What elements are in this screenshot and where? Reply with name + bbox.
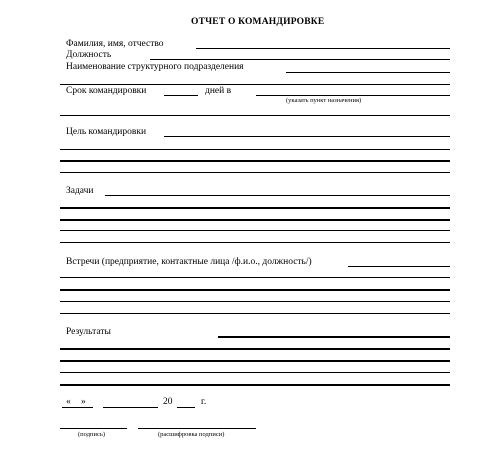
purpose-line-3: [60, 160, 450, 162]
tasks-label: Задачи: [66, 186, 94, 196]
signature-decode-hint: (расшифровка подписи): [158, 431, 225, 438]
position-line: [150, 59, 450, 60]
tasks-line-1: [105, 195, 450, 196]
date-quote-close: »: [81, 397, 86, 407]
date-month-line: [103, 407, 158, 408]
fio-line: [196, 48, 450, 49]
unit-label: Наименование структурного подразделения: [66, 62, 244, 72]
unit-line: [286, 72, 450, 73]
signature-decode-line: [138, 428, 256, 429]
tasks-line-2: [60, 207, 450, 209]
destination-hint: (указать пункт назначения): [286, 97, 362, 104]
date-day-line: [62, 407, 93, 408]
results-line-4: [60, 372, 450, 373]
date-quote-open: «: [66, 397, 71, 407]
date-year-line: [177, 407, 195, 408]
tasks-line-5: [60, 242, 450, 243]
meetings-line-1: [348, 266, 450, 267]
fio-label: Фамилия, имя, отчество: [66, 39, 164, 49]
tasks-line-3: [60, 219, 450, 221]
term-label: Срок командировки: [66, 86, 147, 96]
signature-line: [60, 428, 127, 429]
days-label: дней в: [205, 86, 232, 96]
date-year-suffix: г.: [201, 397, 207, 407]
signature-hint: (подпись): [78, 431, 105, 438]
purpose-label: Цель командировки: [66, 127, 147, 137]
results-line-2: [60, 348, 450, 350]
document-title: ОТЧЕТ О КОМАНДИРОВКЕ: [191, 17, 325, 27]
date-year-prefix: 20: [163, 397, 173, 407]
meetings-line-5: [60, 313, 450, 314]
position-label: Должность: [66, 50, 112, 60]
results-line-5: [60, 384, 450, 386]
tasks-line-4: [60, 230, 450, 231]
results-line-1: [218, 336, 450, 338]
meetings-label: Встречи (предприятие, контактные лица /ф.и.о., должность/): [66, 257, 312, 267]
purpose-line-1: [164, 136, 450, 137]
purpose-line-2: [60, 149, 450, 150]
term-line-2: [60, 115, 450, 116]
days-count-line: [164, 95, 198, 96]
destination-line: [256, 95, 450, 96]
unit-line-2: [60, 84, 450, 85]
meetings-line-4: [60, 301, 450, 302]
results-label: Результаты: [66, 327, 111, 337]
results-line-3: [60, 360, 450, 362]
purpose-line-4: [60, 172, 450, 173]
meetings-line-3: [60, 289, 450, 291]
meetings-line-2: [60, 277, 450, 278]
